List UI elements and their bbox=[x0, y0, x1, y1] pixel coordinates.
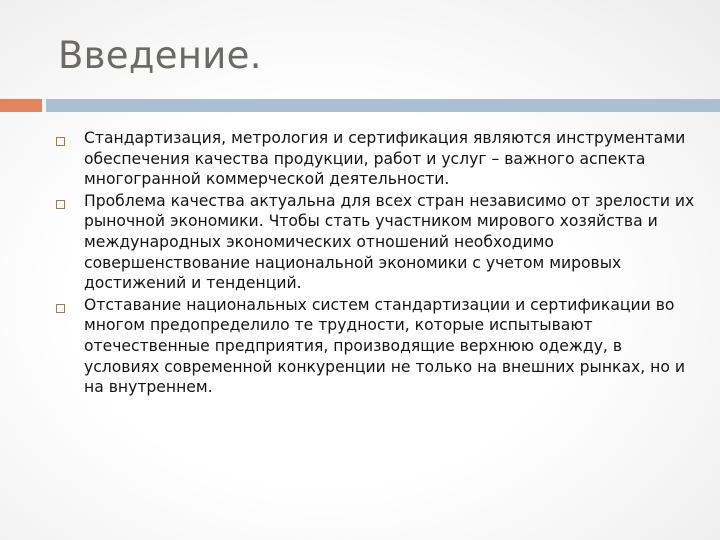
square-bullet-icon bbox=[56, 304, 65, 313]
slide-title: Введение. bbox=[58, 34, 262, 77]
bullet-item bbox=[52, 295, 702, 398]
bullet-list bbox=[52, 128, 702, 399]
bullet-item bbox=[52, 128, 702, 190]
bullet-item bbox=[52, 191, 702, 294]
bullet-text: Отставание национальных систем стандартизации и сертификации во многом предопределило те трудности, которые испытывают отечественные предприятия, производящие верхнюю одежду, в условиях современной конкуренции не только на внешних рынках, но и на внутреннем. bbox=[84, 295, 685, 397]
accent-bar-blue bbox=[46, 99, 720, 112]
bullet-text: Проблема качества актуальна для всех стран независимо от зрелости их рыночной экономики. Чтобы стать участником мирового хозяйства и международных экономических отношений необходимо совершенствование национальной экономики с учетом мировых достижений и тенденций. bbox=[84, 191, 695, 293]
square-bullet-icon bbox=[56, 200, 65, 209]
bullet-text: Стандартизация, метрология и сертификация являются инструментами обеспечения качества продукции, работ и услуг – важного аспекта многогранной коммерческой деятельности. bbox=[84, 129, 686, 189]
square-bullet-icon bbox=[56, 137, 65, 146]
accent-bar-orange bbox=[0, 99, 42, 112]
